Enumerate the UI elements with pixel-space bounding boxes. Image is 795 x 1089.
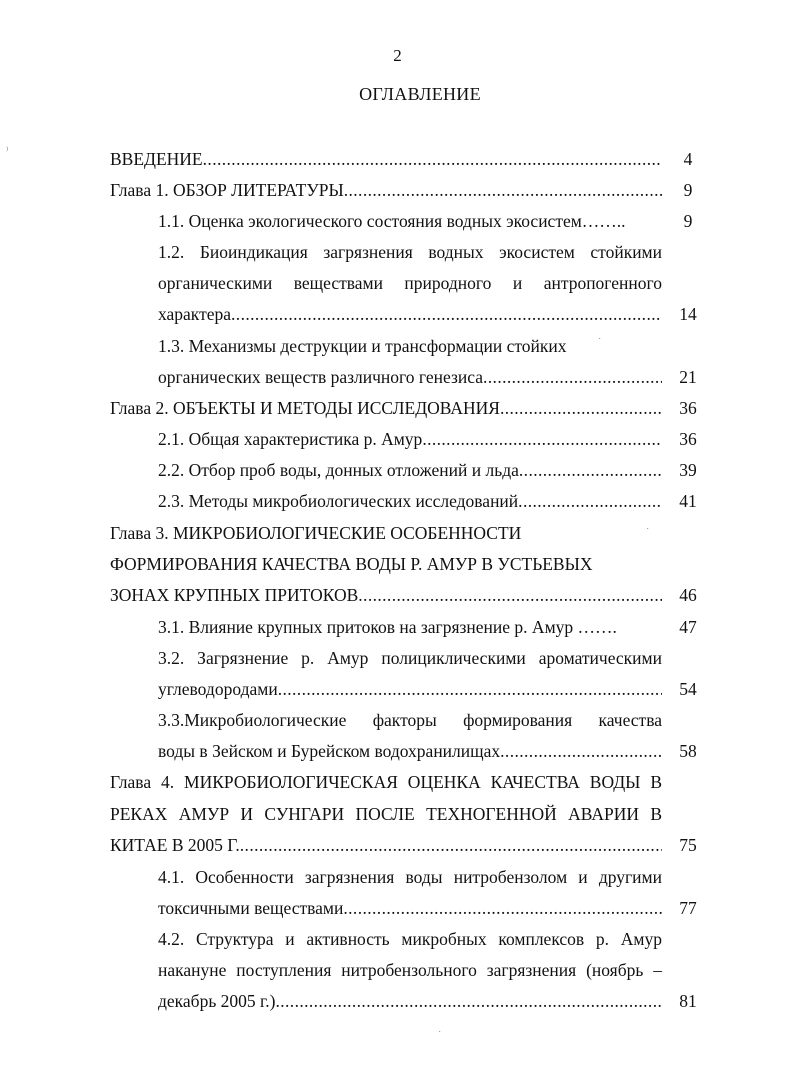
toc-entry-3-3-line-2: воды в Зейском и Бурейском водохранилищах ..... bbox=[158, 738, 662, 764]
toc-page-chapter-1: 9 bbox=[683, 180, 693, 200]
toc-page-4-2: 81 bbox=[679, 991, 697, 1011]
toc-entry-1-2-line-1: 1.2. Биоиндикация загрязнения водных экосистем стойкими bbox=[158, 242, 662, 262]
toc-page-2-3: 41 bbox=[679, 491, 697, 511]
scan-speck: ˙ bbox=[598, 337, 602, 348]
toc-entry-4-1-line-1: 4.1. Особенности загрязнения воды нитробензолом и другими bbox=[158, 867, 662, 887]
toc-entry-2-2: 2.2. Отбор проб воды, донных отложений и льда ..... bbox=[158, 457, 662, 483]
toc-page-2-1: 36 bbox=[679, 429, 697, 449]
toc-page-chapter-2: 36 bbox=[679, 398, 697, 418]
toc-entry-1-2-line-2: органическими веществами природного и антропогенного bbox=[158, 273, 662, 293]
toc-entry-4-2-line-3: декабрь 2005 г.) ..... bbox=[158, 988, 662, 1014]
toc-entry-3-2-line-2: углеводородами ..... bbox=[158, 676, 662, 702]
toc-entry-1-2-line-3: характера ..... bbox=[158, 301, 662, 327]
toc-entry-chapter-4-line-1: Глава 4. МИКРОБИОЛОГИЧЕСКАЯ ОЦЕНКА КАЧЕСТВА ВОДЫ В bbox=[110, 772, 662, 792]
toc-entry-1-3-line-2: органических веществ различного генезиса ..... bbox=[158, 364, 662, 390]
toc-entry-chapter-3-line-3: ЗОНАХ КРУПНЫХ ПРИТОКОВ ..... bbox=[110, 582, 662, 608]
scan-speck: ˙ bbox=[438, 1030, 442, 1041]
page-number: 2 bbox=[393, 46, 402, 65]
toc-entry-chapter-3-line-2: ФОРМИРОВАНИЯ КАЧЕСТВА ВОДЫ Р. АМУР В УСТЬЕВЫХ bbox=[110, 554, 593, 574]
toc-entry-1-1: 1.1. Оценка экологического состояния водных экосистем…….. bbox=[158, 211, 626, 231]
scan-speck: ⁾ bbox=[6, 146, 9, 157]
toc-page-3-2: 54 bbox=[679, 679, 697, 699]
toc-page-3-3: 58 bbox=[679, 741, 697, 761]
toc-entry-chapter-1: Глава 1. ОБЗОР ЛИТЕРАТУРЫ ..... bbox=[110, 177, 662, 203]
toc-entry-1-3-line-1: 1.3. Механизмы деструкции и трансформации стойких bbox=[158, 336, 567, 356]
toc-entry-chapter-3-line-1: Глава 3. МИКРОБИОЛОГИЧЕСКИЕ ОСОБЕННОСТИ bbox=[110, 523, 522, 543]
toc-entry-chapter-4-line-2: РЕКАХ АМУР И СУНГАРИ ПОСЛЕ ТЕХНОГЕННОЙ АВАРИИ В bbox=[110, 804, 662, 824]
toc-entry-chapter-4-line-3: КИТАЕ В 2005 Г. ..... bbox=[110, 832, 662, 858]
toc-entry-3-1: 3.1. Влияние крупных притоков на загрязнение р. Амур ……. bbox=[158, 617, 617, 637]
toc-entry-2-3: 2.3. Методы микробиологических исследований ..... bbox=[158, 488, 662, 514]
toc-entry-2-1: 2.1. Общая характеристика р. Амур ..... bbox=[158, 426, 662, 452]
toc-page-3-1: 47 bbox=[679, 617, 697, 637]
toc-page-chapter-4: 75 bbox=[679, 835, 697, 855]
toc-page-intro: 4 bbox=[683, 149, 693, 169]
toc-page-1-1: 9 bbox=[683, 211, 693, 231]
toc-entry-chapter-2: Глава 2. ОБЪЕКТЫ И МЕТОДЫ ИССЛЕДОВАНИЯ ..... bbox=[110, 395, 662, 421]
toc-entry-4-2-line-1: 4.2. Структура и активность микробных комплексов р. Амур bbox=[158, 929, 662, 949]
toc-page-1-3: 21 bbox=[679, 367, 697, 387]
toc-entry-4-2-line-2: накануне поступления нитробензольного загрязнения (ноябрь – bbox=[158, 960, 662, 980]
toc-entry-3-2-line-1: 3.2. Загрязнение р. Амур полициклическими ароматическими bbox=[158, 648, 662, 668]
toc-page-2-2: 39 bbox=[679, 460, 697, 480]
scan-speck: ˙ bbox=[646, 527, 650, 538]
toc-entry-4-1-line-2: токсичными веществами ..... bbox=[158, 895, 662, 921]
page-title: ОГЛАВЛЕНИЕ bbox=[359, 84, 481, 104]
toc-entry-3-3-line-1: 3.3.Микробиологические факторы формирования качества bbox=[158, 710, 662, 730]
toc-page-1-2: 14 bbox=[679, 304, 697, 324]
toc-entry-intro: ВВЕДЕНИЕ ..... bbox=[110, 146, 662, 172]
toc-page-chapter-3: 46 bbox=[679, 585, 697, 605]
toc-page-4-1: 77 bbox=[679, 898, 697, 918]
